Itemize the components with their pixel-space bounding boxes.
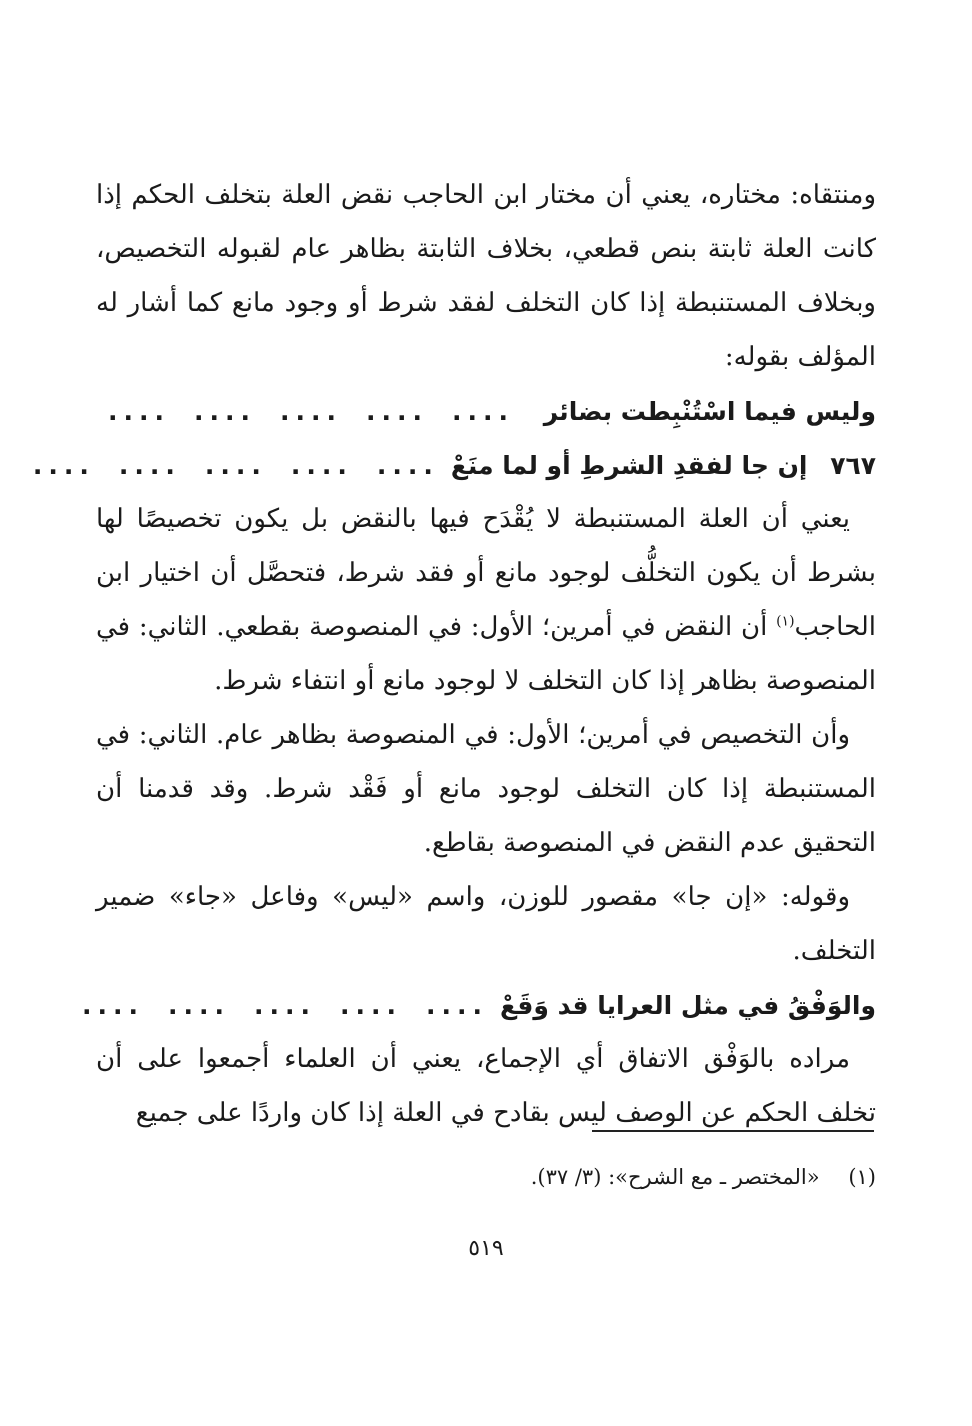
footnote-separator <box>592 1130 874 1132</box>
verse-line-1 <box>96 384 876 438</box>
verse-ellipsis: .................... <box>81 990 488 1020</box>
verse-ellipsis: .................... <box>108 396 514 426</box>
verse-line-768 <box>81 978 876 1032</box>
verse-line-767 <box>32 438 876 492</box>
verse-hemistich: إن جا لفقدِ الشرطِ أو لما منَعْ <box>450 450 808 480</box>
main-text <box>32 168 876 1140</box>
page-number: ٥١٩ <box>468 1236 504 1261</box>
paragraph-commentary-1: ومنتقاه: مختاره، يعني أن مختار ابن الحاجب نقض العلة بتخلف الحكم إذا كانت العلة ثابتة بنص قطعي، بخلاف الثابتة بظاهر عام لقبوله التخصيص، وبخلاف المستنبطة إذا كان التخلف لفقد شرط أو وجود مانع كما أشار له المؤلف بقوله: <box>96 180 876 372</box>
footnote-reference: (١) <box>776 613 795 630</box>
paragraph-commentary-5: مراده بالوَفْق الاتفاق أي الإجماع، يعني أن العلماء أجمعوا على أن تخلف الحكم عن الوصف ليس بقادح في العلة إذا كان واردًا على جميع <box>96 1044 876 1128</box>
paragraph-commentary-2: يعني أن العلة المستنبطة لا يُقْدَح فيها بالنقض بل يكون تخصيصًا لها بشرط أن يكون التخلُّف لوجود مانع أو فقد شرط، فتحصَّل أن اختيار ابن الحاجب$^{(١)}$ أن النقض في أمرين؛ الأول: في المنصوصة بقطعي. الثاني: في المنصوصة بظاهر إذا كان التخلف لا لوجود مانع أو انتفاء شرط. <box>96 504 876 696</box>
verse-hemistich: والوَفْقُ في مثل العرايا قد وَقَعْ <box>499 990 876 1020</box>
verse-ellipsis: .................... <box>32 450 439 480</box>
verse-hemistich: وليس فيما اسْتُنْبِطت بضائر <box>543 396 876 426</box>
footnote <box>96 1160 876 1194</box>
footnote-marker: (١) <box>848 1165 876 1189</box>
footnote-text: «المختصر ـ مع الشرح»: (٣/ ٣٧). <box>530 1165 820 1189</box>
paragraph-commentary-3: وأن التخصيص في أمرين؛ الأول: في المنصوصة بظاهر عام. الثاني: في المستنبطة إذا كان التخلف لوجود مانع أو فَقْد شرط. وقد قدمنا أن التحقيق عدم النقض في المنصوصة بقاطع. <box>96 720 876 858</box>
paragraph-commentary-4: وقوله: «إن جا» مقصور للوزن، واسم «ليس» وفاعل «جاء» ضمير التخلف. <box>96 882 876 966</box>
verse-number: ٧٦٧ <box>830 450 876 480</box>
